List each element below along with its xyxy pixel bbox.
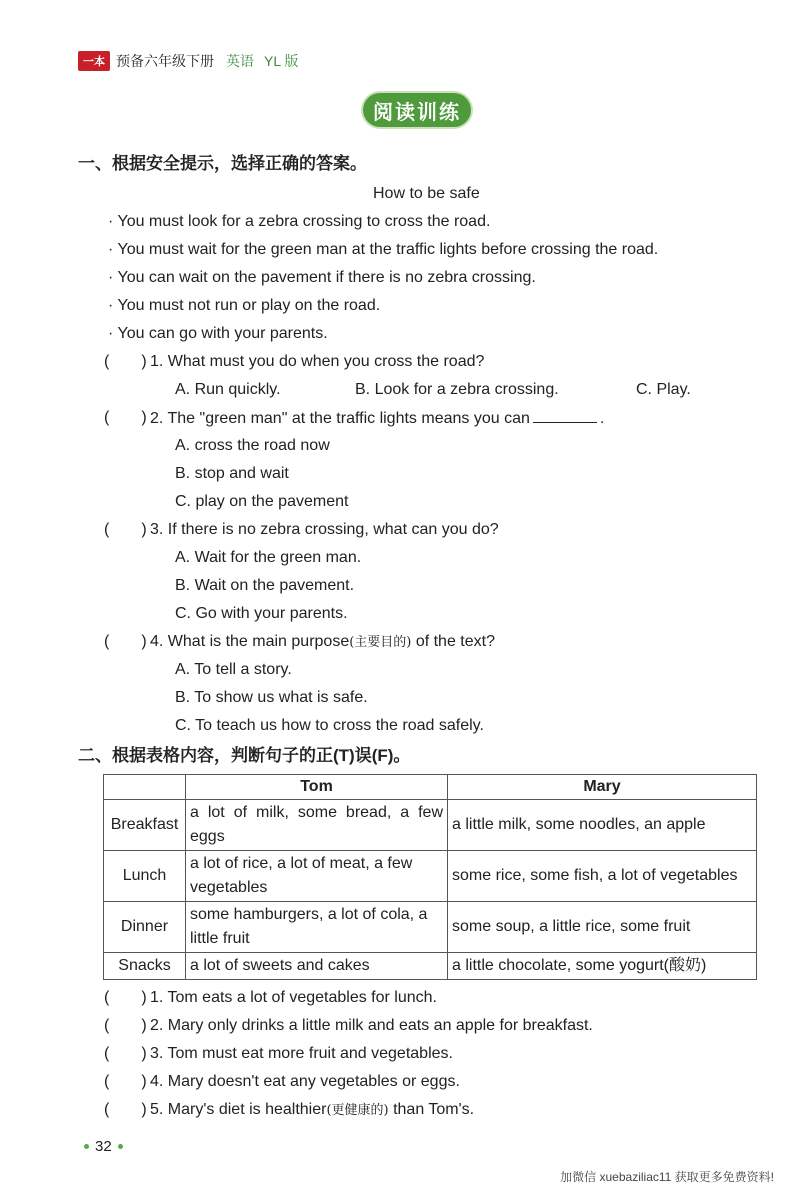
footer-note: 加微信 xuebaziliac11 获取更多免费资料!	[560, 1170, 774, 1184]
row-label: Lunch	[104, 851, 186, 902]
statement-5-gloss: (更健康的)	[326, 1103, 389, 1118]
table-header-tom: Tom	[186, 775, 448, 800]
subject-label: 英语	[226, 53, 254, 69]
mary-cell: a little chocolate, some yogurt(酸奶)	[448, 953, 757, 980]
q2-option-a: A. cross the road now	[175, 437, 330, 454]
mary-cell: a little milk, some noodles, an apple	[448, 800, 757, 851]
tom-cell: a lot of rice, a lot of meat, a few vegetables	[186, 851, 448, 902]
part1-instruction: 一、根据安全提示，选择正确的答案。	[78, 154, 367, 173]
edition-label: YL 版	[264, 53, 299, 69]
section-title-badge: 阅读训练	[363, 93, 471, 127]
q2-option-c: C. play on the pavement	[175, 493, 349, 510]
question-2-end: .	[599, 410, 605, 427]
q4-option-c: C. To teach us how to cross the road safely.	[175, 717, 484, 734]
statement-5	[150, 1100, 474, 1121]
diet-table	[103, 774, 757, 980]
tom-cell: a lot of sweets and cakes	[186, 953, 448, 980]
table-row	[104, 851, 757, 902]
question-4-gloss: (主要目的)	[349, 635, 412, 650]
fill-blank[interactable]	[533, 408, 597, 423]
passage-bullet: · You must look for a zebra crossing to cross the road.	[108, 213, 491, 230]
statement-3: 3. Tom must eat more fruit and vegetables.	[150, 1045, 453, 1062]
q3-option-c: C. Go with your parents.	[175, 605, 348, 622]
answer-bracket[interactable]: ( )	[104, 633, 147, 650]
question-4-text: 4. What is the main purpose	[150, 633, 350, 650]
grade-label: 预备六年级下册	[116, 53, 214, 69]
q1-option-c: C. Play.	[636, 381, 691, 398]
table-row	[104, 953, 757, 980]
q4-option-a: A. To tell a story.	[175, 661, 292, 678]
mary-cell: some rice, some fish, a lot of vegetables	[448, 851, 757, 902]
brand-logo: 一本	[78, 51, 110, 71]
q4-option-b: B. To show us what is safe.	[175, 689, 368, 706]
passage-bullet: · You can wait on the pavement if there is no zebra crossing.	[108, 269, 536, 286]
statement-5-text: 5. Mary's diet is healthier	[150, 1101, 327, 1118]
question-2-text: 2. The "green man" at the traffic lights means you can	[150, 410, 530, 427]
q2-option-b: B. stop and wait	[175, 465, 289, 482]
question-4-end: of the text?	[411, 633, 495, 650]
passage-bullet: · You must not run or play on the road.	[108, 297, 381, 314]
statement-1: 1. Tom eats a lot of vegetables for lunch.	[150, 989, 437, 1006]
table-header-blank	[104, 775, 186, 800]
q1-option-b: B. Look for a zebra crossing.	[355, 381, 559, 398]
answer-bracket[interactable]: ( )	[104, 521, 147, 538]
row-label: Dinner	[104, 902, 186, 953]
passage-bullet: · You can go with your parents.	[108, 325, 328, 342]
answer-bracket[interactable]: ( )	[104, 1045, 147, 1062]
page-number-text: 32	[95, 1138, 112, 1155]
row-label: Breakfast	[104, 800, 186, 851]
dot-icon	[84, 1144, 89, 1149]
question-4	[150, 632, 495, 653]
statement-2: 2. Mary only drinks a little milk and eats an apple for breakfast.	[150, 1017, 593, 1034]
tom-cell: some hamburgers, a lot of cola, a little fruit	[186, 902, 448, 953]
statement-5-end: than Tom's.	[388, 1101, 475, 1118]
answer-bracket[interactable]: ( )	[104, 1101, 147, 1118]
statement-4: 4. Mary doesn't eat any vegetables or eggs.	[150, 1073, 460, 1090]
question-2	[150, 408, 604, 429]
question-3: 3. If there is no zebra crossing, what can you do?	[150, 521, 499, 538]
answer-bracket[interactable]: ( )	[104, 1017, 147, 1034]
passage-bullet: · You must wait for the green man at the traffic lights before crossing the road.	[108, 241, 659, 258]
table-row	[104, 800, 757, 851]
table-row	[104, 902, 757, 953]
page-number	[78, 1138, 129, 1155]
tom-cell: a lot of milk, some bread, a few eggs	[186, 800, 448, 851]
question-1: 1. What must you do when you cross the road?	[150, 353, 485, 370]
part2-instruction: 二、根据表格内容，判断句子的正(T)误(F)。	[78, 746, 411, 765]
mary-cell: some soup, a little rice, some fruit	[448, 902, 757, 953]
q1-option-a: A. Run quickly.	[175, 381, 281, 398]
q3-option-a: A. Wait for the green man.	[175, 549, 362, 566]
table-header-mary: Mary	[448, 775, 757, 800]
answer-bracket[interactable]: ( )	[104, 409, 147, 426]
page-header	[78, 50, 299, 72]
answer-bracket[interactable]: ( )	[104, 989, 147, 1006]
answer-bracket[interactable]: ( )	[104, 1073, 147, 1090]
row-label: Snacks	[104, 953, 186, 980]
answer-bracket[interactable]: ( )	[104, 353, 147, 370]
passage-title: How to be safe	[373, 185, 480, 202]
q3-option-b: B. Wait on the pavement.	[175, 577, 355, 594]
dot-icon	[118, 1144, 123, 1149]
